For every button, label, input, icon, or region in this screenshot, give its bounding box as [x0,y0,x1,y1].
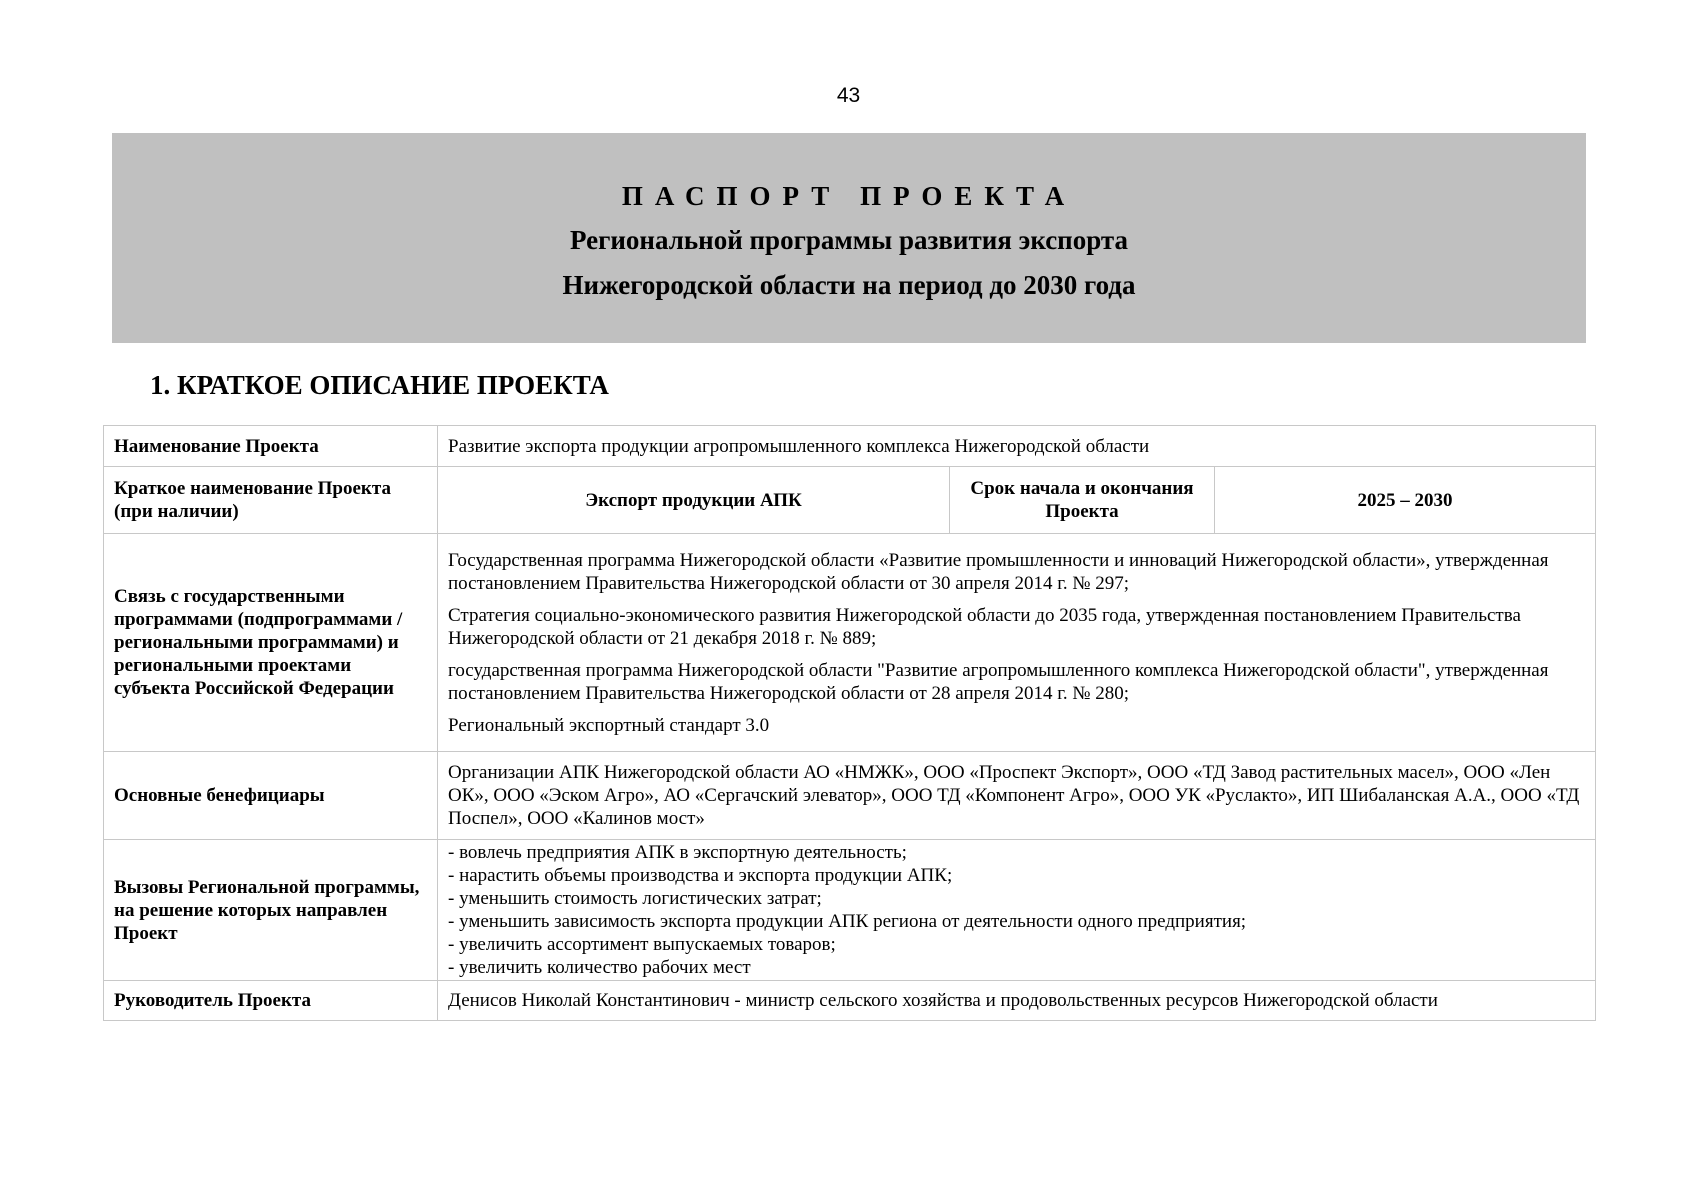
program-link-item: Региональный экспортный стандарт 3.0 [448,714,770,736]
project-head-label: Руководитель Проекта [104,981,438,1021]
page-number: 43 [836,84,861,107]
project-head-value: Денисов Николай Константинович - министр сельского хозяйства и продовольственных ресурсов Нижегородской области [438,981,1596,1021]
table-row-project-head [104,981,1596,1021]
table-row-project-name [104,426,1596,467]
challenge-item: - уменьшить зависимость экспорта продукции АПК региона от деятельности одного предприятия; [448,911,1247,932]
passport-banner [112,133,1586,343]
project-name-label: Наименование Проекта [104,426,438,467]
challenge-item: - увеличить ассортимент выпускаемых товаров; [448,934,836,955]
challenge-item: - увеличить количество рабочих мест [448,957,751,978]
challenges-label: Вызовы Региональной программы, на решение которых направлен Проект [104,840,438,981]
challenge-item: - уменьшить стоимость логистических затрат; [448,888,822,909]
challenge-item: - вовлечь предприятия АПК в экспортную деятельность; [448,842,907,863]
program-links-label: Связь с государственными программами (подпрограммами / региональными программами) и региональными проектами субъекта Российской Федерации [104,534,438,752]
table-row-challenges [104,840,1596,981]
program-link-item: Государственная программа Нижегородской области «Развитие промышленности и инноваций Нижегородской области», утвержденная постановлением Правительства Нижегородской области от 30 апреля 2014 г. № 297; [448,549,1549,594]
banner-subtitle-line1: Региональной программы развития экспорта [569,225,1128,255]
short-name-label: Краткое наименование Проекта (при наличии) [104,467,438,534]
challenge-item: - нарастить объемы производства и экспорта продукции АПК; [448,865,953,886]
program-link-item: Стратегия социально-экономического развития Нижегородской области до 2035 года, утвержденная постановлением Правительства Нижегородской области от 21 декабря 2018 г. № 889; [448,604,1521,649]
program-links-value [438,534,1596,752]
project-term-label: Срок начала и окончания Проекта [950,467,1215,534]
project-name-value: Развитие экспорта продукции агропромышленного комплекса Нижегородской области [438,426,1596,467]
banner-title: ПАСПОРТ ПРОЕКТА [621,181,1077,211]
beneficiaries-label: Основные бенефициары [104,752,438,840]
beneficiaries-value: Организации АПК Нижегородской области АО «НМЖК», ООО «Проспект Экспорт», ООО «ТД Завод растительных масел», ООО «Лен ОК», ООО «Эском Агро», АО «Сергачский элеватор», ООО ТД «Компонент Агро», ООО УК «Руслакто», ИП Шибаланская А.А., ООО «ТД Поспел», ООО «Калинов мост» [438,752,1596,840]
table-row-program-links [104,534,1596,752]
section-heading: 1. КРАТКОЕ ОПИСАНИЕ ПРОЕКТА [150,370,609,400]
program-link-item: государственная программа Нижегородской области "Развитие агропромышленного комплекса Нижегородской области", утвержденная постановлением Правительства Нижегородской области от 28 апреля 2014 г. № 280; [448,659,1549,704]
short-name-value: Экспорт продукции АПК [438,467,950,534]
project-term-value: 2025 – 2030 [1215,467,1596,534]
project-passport-table [103,425,1596,1021]
table-row-short-name [104,467,1596,534]
table-row-beneficiaries [104,752,1596,840]
banner-subtitle-line2: Нижегородской области на период до 2030 года [562,270,1136,300]
challenges-value [438,840,1596,981]
